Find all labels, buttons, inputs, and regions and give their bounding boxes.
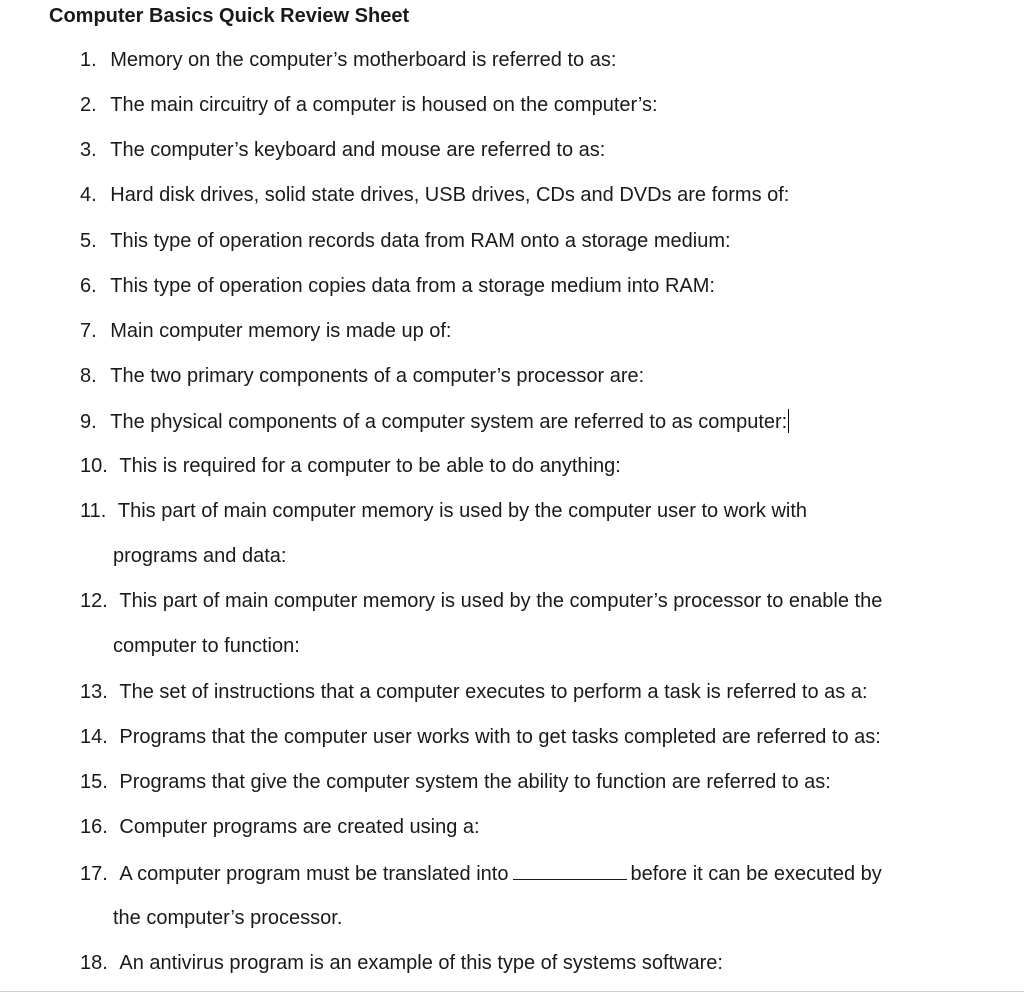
- question-15: [80, 770, 831, 794]
- question-6: [80, 274, 715, 298]
- question-text: This part of main computer memory is used by the computer user to work with: [117, 500, 808, 522]
- question-number: 16.: [80, 816, 108, 838]
- question-text: This part of main computer memory is used by the computer’s processor to enable the: [119, 590, 883, 612]
- question-text: Computer programs are created using a:: [119, 816, 480, 838]
- text-cursor: [788, 409, 789, 433]
- question-number: 14.: [80, 726, 108, 748]
- page-bottom-divider: [0, 991, 1024, 992]
- question-text-after-blank: before it can be executed by: [630, 863, 882, 885]
- question-1: [80, 48, 616, 72]
- question-12: [80, 589, 882, 613]
- question-text: This is required for a computer to be able to do anything:: [119, 455, 621, 477]
- question-10: [80, 454, 621, 478]
- question-number: 10.: [80, 455, 108, 477]
- question-text: The physical components of a computer system are referred to as computer:: [110, 411, 788, 433]
- question-number: 12.: [80, 590, 108, 612]
- question-14: [80, 725, 881, 749]
- question-number: 15.: [80, 771, 108, 793]
- question-text: The computer’s keyboard and mouse are referred to as:: [110, 139, 606, 161]
- question-13: [80, 680, 868, 704]
- question-text: Main computer memory is made up of:: [110, 320, 452, 342]
- question-number: 3.: [80, 139, 97, 161]
- question-number: 7.: [80, 320, 97, 342]
- question-number: 4.: [80, 184, 97, 206]
- fill-in-blank[interactable]: [513, 861, 627, 880]
- question-text: Programs that give the computer system the ability to function are referred to as:: [119, 771, 831, 793]
- question-17-continuation: the computer’s processor.: [113, 907, 343, 929]
- question-number: 1.: [80, 49, 97, 71]
- question-12-continuation: computer to function:: [113, 635, 300, 657]
- question-text: Hard disk drives, solid state drives, USB drives, CDs and DVDs are forms of:: [110, 184, 790, 206]
- question-18: [80, 951, 723, 975]
- question-7: [80, 319, 452, 343]
- question-text: The two primary components of a computer’s processor are:: [110, 365, 645, 387]
- question-text: An antivirus program is an example of this type of systems software:: [119, 952, 723, 974]
- question-text: The set of instructions that a computer executes to perform a task is referred to as a:: [119, 681, 868, 703]
- question-text: The main circuitry of a computer is housed on the computer’s:: [110, 94, 658, 116]
- question-number: 13.: [80, 681, 108, 703]
- question-text: Memory on the computer’s motherboard is referred to as:: [110, 49, 617, 71]
- question-11-continuation: programs and data:: [113, 545, 287, 567]
- question-4: [80, 183, 789, 207]
- question-number: 18.: [80, 952, 108, 974]
- question-5: [80, 229, 731, 253]
- question-text: This type of operation records data from RAM onto a storage medium:: [110, 230, 731, 252]
- question-number: 2.: [80, 94, 97, 116]
- question-number: 9.: [80, 411, 97, 433]
- question-text: A computer program must be translated into: [119, 863, 509, 885]
- question-number: 8.: [80, 365, 97, 387]
- question-3: [80, 138, 605, 162]
- question-9: [80, 409, 789, 434]
- question-17: [80, 861, 882, 886]
- question-number: 5.: [80, 230, 97, 252]
- question-number: 6.: [80, 275, 97, 297]
- question-2: [80, 93, 658, 117]
- question-number: 17.: [80, 863, 108, 885]
- page-title: Computer Basics Quick Review Sheet: [49, 5, 410, 27]
- question-text: This type of operation copies data from a storage medium into RAM:: [110, 275, 715, 297]
- question-text: Programs that the computer user works with to get tasks completed are referred to as:: [119, 726, 881, 748]
- question-16: [80, 815, 480, 839]
- question-8: [80, 364, 644, 388]
- question-11: [80, 499, 807, 523]
- question-number: 11.: [80, 500, 107, 522]
